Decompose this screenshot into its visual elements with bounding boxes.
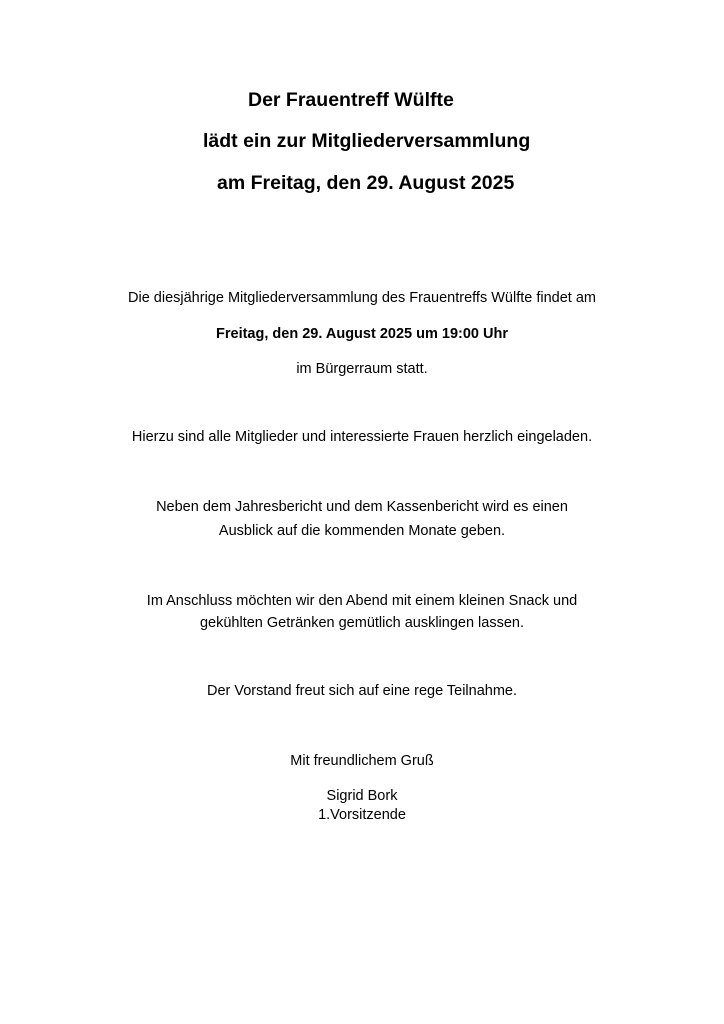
event-location: im Bürgerraum statt.: [296, 361, 428, 377]
greeting: Mit freundlichem Gruß: [290, 753, 434, 769]
invitation-text: Hierzu sind alle Mitglieder und interessierte Frauen herzlich eingeladen.: [131, 429, 593, 445]
agenda-line-2: Ausblick auf die kommenden Monate geben.: [218, 523, 506, 539]
title-line-2: lädt ein zur Mitgliederversammlung: [203, 130, 531, 152]
signatory-role: 1.Vorsitzende: [318, 807, 406, 823]
snack-line-1: Im Anschluss möchten wir den Abend mit einem kleinen Snack und: [146, 593, 578, 609]
signatory-name: Sigrid Bork: [326, 788, 398, 804]
title-line-1: Der Frauentreff Wülfte: [248, 89, 454, 111]
title-line-3: am Freitag, den 29. August 2025: [217, 172, 515, 194]
snack-line-2: gekühlten Getränken gemütlich ausklingen lassen.: [199, 615, 525, 631]
intro-text: Die diesjährige Mitgliederversammlung des Frauentreffs Wülfte findet am: [128, 290, 596, 306]
closing-text: Der Vorstand freut sich auf eine rege Teilnahme.: [206, 683, 518, 699]
event-datetime: Freitag, den 29. August 2025 um 19:00 Uhr: [216, 326, 508, 342]
agenda-line-1: Neben dem Jahresbericht und dem Kassenbericht wird es einen: [156, 499, 568, 515]
